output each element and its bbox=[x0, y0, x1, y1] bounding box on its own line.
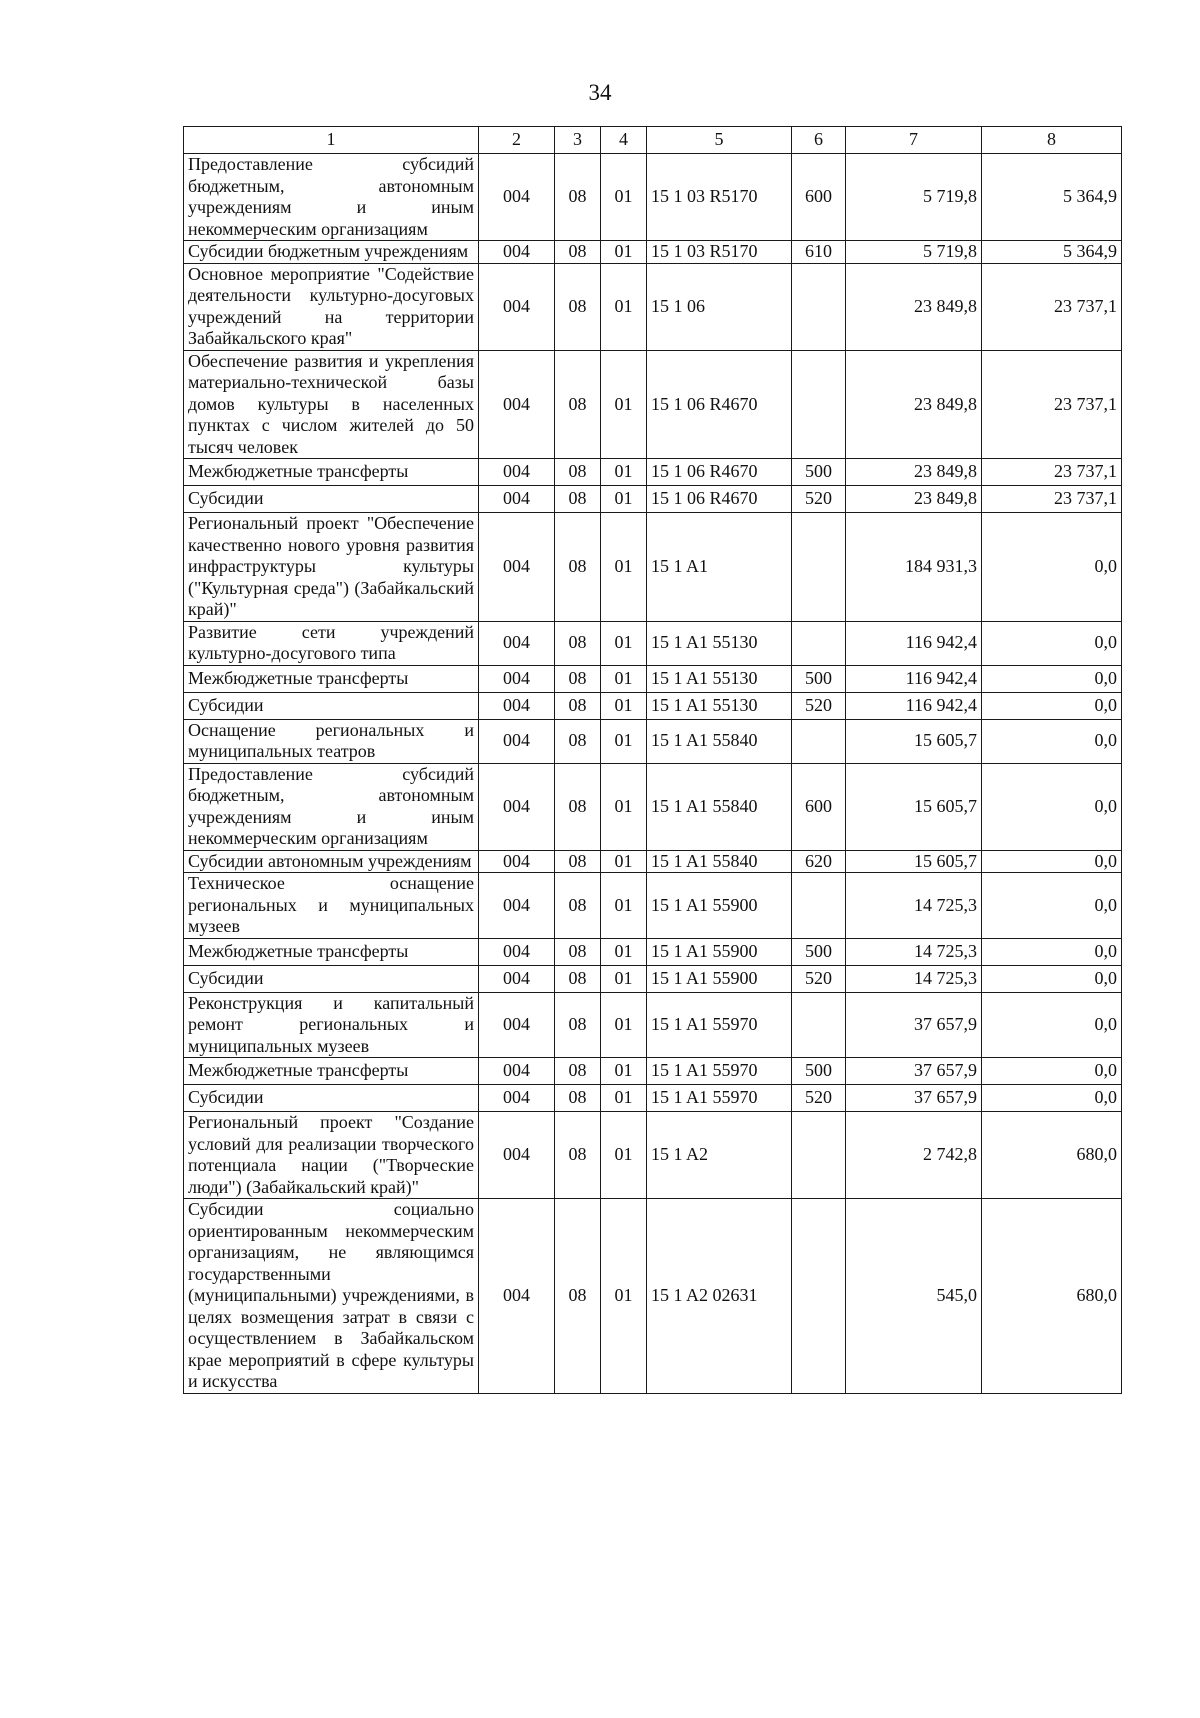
row-name: Основное мероприятие "Содействие деятельности культурно-досуговых учреждений на территории Забайкальского края" bbox=[184, 263, 479, 350]
row-amount-year2: 0,0 bbox=[982, 621, 1122, 665]
row-amount-year1: 15 605,7 bbox=[846, 763, 982, 850]
table-row bbox=[184, 719, 1122, 763]
row-code-section: 08 bbox=[555, 873, 601, 939]
row-code-ministry: 004 bbox=[479, 965, 555, 992]
row-code-section: 08 bbox=[555, 692, 601, 719]
row-name: Развитие сети учреждений культурно-досугового типа bbox=[184, 621, 479, 665]
row-amount-year1: 37 657,9 bbox=[846, 1058, 982, 1085]
row-code-ministry: 004 bbox=[479, 513, 555, 622]
row-code-subsection: 01 bbox=[601, 263, 647, 350]
row-amount-year2: 5 364,9 bbox=[982, 154, 1122, 241]
row-code-subsection: 01 bbox=[601, 763, 647, 850]
row-code-section: 08 bbox=[555, 263, 601, 350]
row-amount-year2: 680,0 bbox=[982, 1112, 1122, 1199]
header-row bbox=[184, 127, 1122, 154]
row-amount-year1: 2 742,8 bbox=[846, 1112, 982, 1199]
row-name: Межбюджетные трансферты bbox=[184, 459, 479, 486]
row-code-target: 15 1 A1 55130 bbox=[647, 621, 792, 665]
row-code-subsection: 01 bbox=[601, 486, 647, 513]
row-code-section: 08 bbox=[555, 1058, 601, 1085]
row-code-subsection: 01 bbox=[601, 241, 647, 264]
row-amount-year1: 184 931,3 bbox=[846, 513, 982, 622]
row-code-target: 15 1 A1 55900 bbox=[647, 965, 792, 992]
row-amount-year2: 0,0 bbox=[982, 850, 1122, 873]
row-amount-year1: 116 942,4 bbox=[846, 665, 982, 692]
row-code-ministry: 004 bbox=[479, 1058, 555, 1085]
row-amount-year2: 5 364,9 bbox=[982, 241, 1122, 264]
table-row bbox=[184, 965, 1122, 992]
table-body bbox=[184, 154, 1122, 1394]
row-amount-year1: 23 849,8 bbox=[846, 263, 982, 350]
row-amount-year1: 545,0 bbox=[846, 1199, 982, 1394]
row-code-type: 620 bbox=[792, 850, 846, 873]
row-name: Оснащение региональных и муниципальных театров bbox=[184, 719, 479, 763]
row-code-ministry: 004 bbox=[479, 692, 555, 719]
row-code-target: 15 1 A1 55840 bbox=[647, 850, 792, 873]
header-col-5: 5 bbox=[647, 127, 792, 154]
table-row bbox=[184, 241, 1122, 264]
row-code-subsection: 01 bbox=[601, 965, 647, 992]
row-code-section: 08 bbox=[555, 241, 601, 264]
row-code-ministry: 004 bbox=[479, 992, 555, 1058]
row-amount-year2: 0,0 bbox=[982, 763, 1122, 850]
row-code-type bbox=[792, 621, 846, 665]
table-row bbox=[184, 763, 1122, 850]
row-code-subsection: 01 bbox=[601, 850, 647, 873]
row-code-type bbox=[792, 350, 846, 459]
row-code-target: 15 1 03 R5170 bbox=[647, 241, 792, 264]
row-code-target: 15 1 06 R4670 bbox=[647, 486, 792, 513]
row-code-ministry: 004 bbox=[479, 459, 555, 486]
row-amount-year2: 0,0 bbox=[982, 938, 1122, 965]
row-code-target: 15 1 A1 55840 bbox=[647, 719, 792, 763]
row-amount-year1: 5 719,8 bbox=[846, 154, 982, 241]
header-col-7: 7 bbox=[846, 127, 982, 154]
row-code-subsection: 01 bbox=[601, 938, 647, 965]
row-code-ministry: 004 bbox=[479, 665, 555, 692]
row-code-subsection: 01 bbox=[601, 513, 647, 622]
header-col-4: 4 bbox=[601, 127, 647, 154]
table-row bbox=[184, 873, 1122, 939]
row-code-type: 500 bbox=[792, 665, 846, 692]
row-amount-year1: 116 942,4 bbox=[846, 692, 982, 719]
row-amount-year2: 23 737,1 bbox=[982, 486, 1122, 513]
row-code-type: 520 bbox=[792, 1085, 846, 1112]
row-code-section: 08 bbox=[555, 850, 601, 873]
table-row bbox=[184, 692, 1122, 719]
row-amount-year2: 0,0 bbox=[982, 665, 1122, 692]
row-code-section: 08 bbox=[555, 965, 601, 992]
row-code-subsection: 01 bbox=[601, 1058, 647, 1085]
row-code-subsection: 01 bbox=[601, 992, 647, 1058]
row-name: Межбюджетные трансферты bbox=[184, 938, 479, 965]
row-name: Региональный проект "Создание условий для реализации творческого потенциала нации ("Творческие люди") (Забайкальский край)" bbox=[184, 1112, 479, 1199]
row-code-subsection: 01 bbox=[601, 459, 647, 486]
row-name: Межбюджетные трансферты bbox=[184, 665, 479, 692]
row-code-ministry: 004 bbox=[479, 1199, 555, 1394]
row-code-section: 08 bbox=[555, 938, 601, 965]
row-amount-year2: 23 737,1 bbox=[982, 350, 1122, 459]
table-row bbox=[184, 513, 1122, 622]
row-amount-year2: 23 737,1 bbox=[982, 263, 1122, 350]
row-code-ministry: 004 bbox=[479, 850, 555, 873]
row-amount-year1: 37 657,9 bbox=[846, 1085, 982, 1112]
row-code-subsection: 01 bbox=[601, 350, 647, 459]
row-code-target: 15 1 A1 55900 bbox=[647, 938, 792, 965]
table-row bbox=[184, 1199, 1122, 1394]
row-code-ministry: 004 bbox=[479, 763, 555, 850]
header-col-2: 2 bbox=[479, 127, 555, 154]
row-code-subsection: 01 bbox=[601, 1085, 647, 1112]
row-code-target: 15 1 06 R4670 bbox=[647, 459, 792, 486]
row-code-type: 520 bbox=[792, 692, 846, 719]
table-row bbox=[184, 350, 1122, 459]
row-code-ministry: 004 bbox=[479, 154, 555, 241]
row-amount-year1: 5 719,8 bbox=[846, 241, 982, 264]
row-code-section: 08 bbox=[555, 513, 601, 622]
row-code-target: 15 1 A1 55130 bbox=[647, 692, 792, 719]
row-code-section: 08 bbox=[555, 459, 601, 486]
table-row bbox=[184, 938, 1122, 965]
row-code-type: 520 bbox=[792, 965, 846, 992]
row-amount-year2: 0,0 bbox=[982, 965, 1122, 992]
row-code-ministry: 004 bbox=[479, 486, 555, 513]
row-amount-year2: 680,0 bbox=[982, 1199, 1122, 1394]
row-code-type: 500 bbox=[792, 938, 846, 965]
row-name: Субсидии автономным учреждениям bbox=[184, 850, 479, 873]
row-code-type bbox=[792, 1199, 846, 1394]
row-code-subsection: 01 bbox=[601, 1199, 647, 1394]
budget-table bbox=[183, 126, 1122, 1394]
row-amount-year1: 14 725,3 bbox=[846, 965, 982, 992]
row-code-target: 15 1 A1 55970 bbox=[647, 1085, 792, 1112]
row-code-section: 08 bbox=[555, 763, 601, 850]
row-code-subsection: 01 bbox=[601, 692, 647, 719]
row-code-ministry: 004 bbox=[479, 1085, 555, 1112]
row-name: Предоставление субсидий бюджетным, автономным учреждениям и иным некоммерческим организациям bbox=[184, 154, 479, 241]
row-name: Субсидии bbox=[184, 692, 479, 719]
row-code-ministry: 004 bbox=[479, 621, 555, 665]
row-name: Реконструкция и капитальный ремонт региональных и муниципальных музеев bbox=[184, 992, 479, 1058]
table-row bbox=[184, 263, 1122, 350]
row-code-subsection: 01 bbox=[601, 719, 647, 763]
row-name: Региональный проект "Обеспечение качественно нового уровня развития инфраструктуры культуры ("Культурная среда") (Забайкальский край)" bbox=[184, 513, 479, 622]
row-code-ministry: 004 bbox=[479, 873, 555, 939]
row-code-type bbox=[792, 513, 846, 622]
row-amount-year1: 23 849,8 bbox=[846, 459, 982, 486]
row-code-type bbox=[792, 1112, 846, 1199]
row-code-subsection: 01 bbox=[601, 873, 647, 939]
row-code-type bbox=[792, 719, 846, 763]
row-amount-year1: 14 725,3 bbox=[846, 873, 982, 939]
row-amount-year1: 37 657,9 bbox=[846, 992, 982, 1058]
row-code-type: 520 bbox=[792, 486, 846, 513]
row-amount-year2: 0,0 bbox=[982, 992, 1122, 1058]
row-code-target: 15 1 06 R4670 bbox=[647, 350, 792, 459]
header-col-3: 3 bbox=[555, 127, 601, 154]
table-row bbox=[184, 1058, 1122, 1085]
header-col-6: 6 bbox=[792, 127, 846, 154]
row-name: Субсидии bbox=[184, 486, 479, 513]
row-name: Субсидии социально ориентированным некоммерческим организациям, не являющимся государственными (муниципальными) учреждениями, в целях возмещения затрат в связи с осуществлением в Забайкальском крае мероприятий в сфере культуры и искусства bbox=[184, 1199, 479, 1394]
page-number: 34 bbox=[588, 80, 612, 105]
table-row bbox=[184, 992, 1122, 1058]
row-amount-year2: 0,0 bbox=[982, 1058, 1122, 1085]
row-code-type: 500 bbox=[792, 459, 846, 486]
row-code-subsection: 01 bbox=[601, 621, 647, 665]
table-row bbox=[184, 850, 1122, 873]
row-code-type: 600 bbox=[792, 763, 846, 850]
row-code-target: 15 1 A1 55970 bbox=[647, 992, 792, 1058]
row-code-section: 08 bbox=[555, 1085, 601, 1112]
row-name: Субсидии bbox=[184, 965, 479, 992]
row-amount-year2: 0,0 bbox=[982, 513, 1122, 622]
row-amount-year1: 23 849,8 bbox=[846, 486, 982, 513]
row-code-target: 15 1 A1 55900 bbox=[647, 873, 792, 939]
table-row bbox=[184, 1112, 1122, 1199]
row-code-target: 15 1 06 bbox=[647, 263, 792, 350]
table-row bbox=[184, 486, 1122, 513]
row-code-target: 15 1 A2 02631 bbox=[647, 1199, 792, 1394]
row-code-target: 15 1 A1 55130 bbox=[647, 665, 792, 692]
row-code-target: 15 1 A1 55840 bbox=[647, 763, 792, 850]
row-code-target: 15 1 A2 bbox=[647, 1112, 792, 1199]
row-amount-year1: 14 725,3 bbox=[846, 938, 982, 965]
row-name: Предоставление субсидий бюджетным, автономным учреждениям и иным некоммерческим организациям bbox=[184, 763, 479, 850]
row-amount-year2: 0,0 bbox=[982, 719, 1122, 763]
table-row bbox=[184, 665, 1122, 692]
row-amount-year1: 23 849,8 bbox=[846, 350, 982, 459]
row-code-type bbox=[792, 873, 846, 939]
row-name: Субсидии бюджетным учреждениям bbox=[184, 241, 479, 264]
row-name: Техническое оснащение региональных и муниципальных музеев bbox=[184, 873, 479, 939]
row-code-section: 08 bbox=[555, 350, 601, 459]
row-code-ministry: 004 bbox=[479, 350, 555, 459]
row-code-section: 08 bbox=[555, 1112, 601, 1199]
row-code-section: 08 bbox=[555, 621, 601, 665]
row-amount-year2: 0,0 bbox=[982, 692, 1122, 719]
row-amount-year2: 23 737,1 bbox=[982, 459, 1122, 486]
row-code-ministry: 004 bbox=[479, 241, 555, 264]
table-row bbox=[184, 154, 1122, 241]
header-col-1: 1 bbox=[184, 127, 479, 154]
row-code-ministry: 004 bbox=[479, 1112, 555, 1199]
row-amount-year1: 15 605,7 bbox=[846, 850, 982, 873]
row-code-subsection: 01 bbox=[601, 154, 647, 241]
row-code-type bbox=[792, 263, 846, 350]
row-code-type: 600 bbox=[792, 154, 846, 241]
row-code-ministry: 004 bbox=[479, 719, 555, 763]
row-code-section: 08 bbox=[555, 992, 601, 1058]
row-name: Субсидии bbox=[184, 1085, 479, 1112]
row-code-type: 610 bbox=[792, 241, 846, 264]
table-row bbox=[184, 1085, 1122, 1112]
row-code-ministry: 004 bbox=[479, 263, 555, 350]
row-code-type: 500 bbox=[792, 1058, 846, 1085]
row-code-section: 08 bbox=[555, 154, 601, 241]
row-code-target: 15 1 A1 55970 bbox=[647, 1058, 792, 1085]
row-code-subsection: 01 bbox=[601, 665, 647, 692]
row-amount-year1: 116 942,4 bbox=[846, 621, 982, 665]
table-row bbox=[184, 459, 1122, 486]
row-code-type bbox=[792, 992, 846, 1058]
row-name: Межбюджетные трансферты bbox=[184, 1058, 479, 1085]
row-amount-year2: 0,0 bbox=[982, 873, 1122, 939]
row-amount-year2: 0,0 bbox=[982, 1085, 1122, 1112]
row-code-target: 15 1 A1 bbox=[647, 513, 792, 622]
row-code-section: 08 bbox=[555, 1199, 601, 1394]
row-code-ministry: 004 bbox=[479, 938, 555, 965]
row-code-section: 08 bbox=[555, 719, 601, 763]
row-code-section: 08 bbox=[555, 486, 601, 513]
header-col-8: 8 bbox=[982, 127, 1122, 154]
row-code-target: 15 1 03 R5170 bbox=[647, 154, 792, 241]
row-amount-year1: 15 605,7 bbox=[846, 719, 982, 763]
row-code-section: 08 bbox=[555, 665, 601, 692]
table-row bbox=[184, 621, 1122, 665]
row-name: Обеспечение развития и укрепления материально-технической базы домов культуры в населенных пунктах с числом жителей до 50 тысяч человек bbox=[184, 350, 479, 459]
row-code-subsection: 01 bbox=[601, 1112, 647, 1199]
